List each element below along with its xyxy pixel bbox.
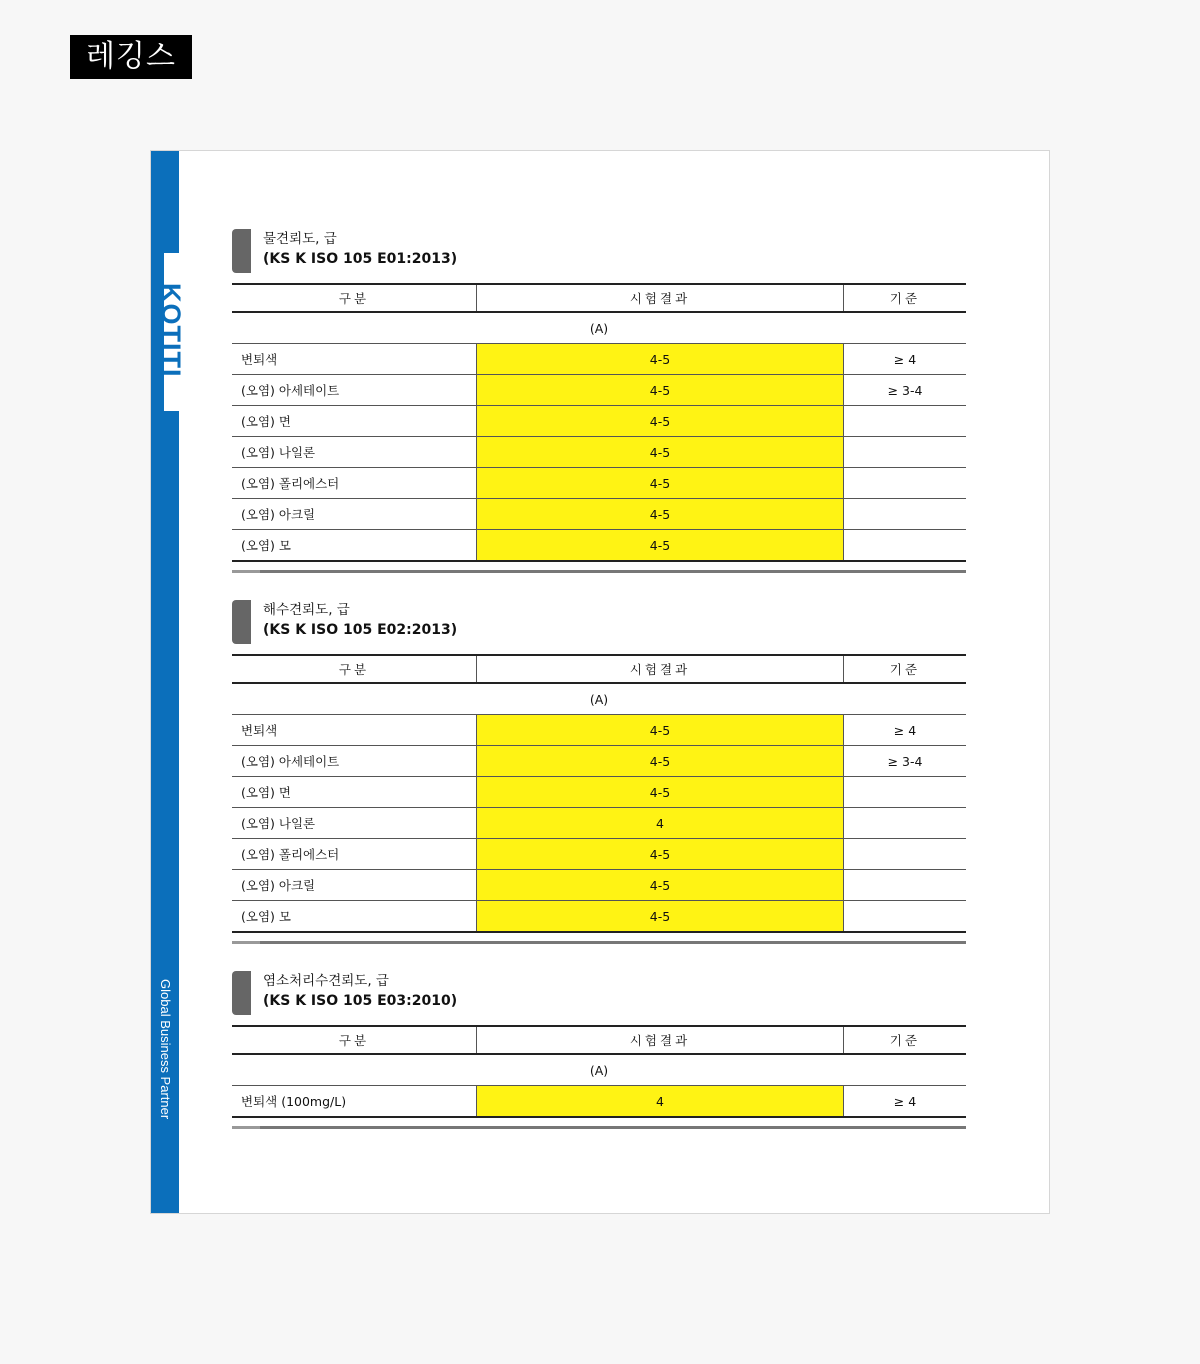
row-criterion xyxy=(844,870,967,901)
table-row xyxy=(232,777,966,808)
table-row xyxy=(232,746,966,777)
row-value: 4-5 xyxy=(477,375,844,406)
row-criterion xyxy=(844,406,967,437)
header-result: 시험결과 xyxy=(477,655,844,683)
section-divider xyxy=(232,1126,966,1129)
row-label: (오염) 아세테이트 xyxy=(232,746,477,777)
header-criterion: 기준 xyxy=(844,1026,967,1054)
row-label: (오염) 모 xyxy=(232,530,477,562)
section-divider xyxy=(232,941,966,944)
table-row xyxy=(232,715,966,746)
section-standard: (KS K ISO 105 E02:2013) xyxy=(263,622,458,638)
row-criterion: ≥ 3-4 xyxy=(844,375,967,406)
kotiti-logo: KOTITI xyxy=(156,283,186,378)
row-label: 변퇴색 xyxy=(232,715,477,746)
row-label: 변퇴색 xyxy=(232,344,477,375)
row-value: 4-5 xyxy=(477,746,844,777)
row-value: 4-5 xyxy=(477,777,844,808)
row-value: 4-5 xyxy=(477,344,844,375)
section-divider xyxy=(232,570,966,573)
row-criterion xyxy=(844,468,967,499)
section-title: 해수견뢰도, 급 xyxy=(263,602,350,618)
row-value: 4-5 xyxy=(477,468,844,499)
section-marker xyxy=(232,229,251,273)
row-value: 4-5 xyxy=(477,839,844,870)
row-value: 4-5 xyxy=(477,901,844,933)
header-result: 시험결과 xyxy=(477,284,844,312)
row-label: (오염) 아크릴 xyxy=(232,499,477,530)
row-label: (오염) 모 xyxy=(232,901,477,933)
table-row xyxy=(232,375,966,406)
row-criterion: ≥ 4 xyxy=(844,715,967,746)
row-criterion xyxy=(844,777,967,808)
table-row xyxy=(232,870,966,901)
brand-tagline: Global Business Partner xyxy=(158,979,173,1120)
table-row xyxy=(232,437,966,468)
section-water-fastness xyxy=(232,229,966,573)
results-table xyxy=(232,1025,966,1118)
section-chlorinated-water-fastness xyxy=(232,971,966,1129)
row-criterion xyxy=(844,808,967,839)
table-row xyxy=(232,406,966,437)
section-title: 물견뢰도, 급 xyxy=(263,231,337,247)
header-criterion: 기준 xyxy=(844,655,967,683)
section-title: 염소처리수견뢰도, 급 xyxy=(263,973,389,989)
row-value: 4 xyxy=(477,1086,844,1118)
section-marker xyxy=(232,600,251,644)
row-criterion xyxy=(844,530,967,562)
row-label: (오염) 나일론 xyxy=(232,437,477,468)
row-value: 4-5 xyxy=(477,715,844,746)
section-header xyxy=(232,600,966,646)
section-marker xyxy=(232,971,251,1015)
row-criterion xyxy=(844,499,967,530)
table-row xyxy=(232,468,966,499)
page-title: 레깅스 xyxy=(70,35,192,79)
table-row xyxy=(232,839,966,870)
header-criterion: 기준 xyxy=(844,284,967,312)
section-standard: (KS K ISO 105 E01:2013) xyxy=(263,251,458,267)
row-criterion xyxy=(844,437,967,468)
section-standard: (KS K ISO 105 E03:2010) xyxy=(263,993,458,1009)
sample-id: (A) xyxy=(232,312,966,344)
test-report-page xyxy=(150,150,1050,1214)
row-label: 변퇴색 (100mg/L) xyxy=(232,1086,477,1118)
row-criterion xyxy=(844,839,967,870)
row-label: (오염) 폴리에스터 xyxy=(232,839,477,870)
section-header xyxy=(232,971,966,1017)
row-label: (오염) 면 xyxy=(232,406,477,437)
results-table xyxy=(232,654,966,933)
row-label: (오염) 폴리에스터 xyxy=(232,468,477,499)
row-value: 4 xyxy=(477,808,844,839)
row-criterion: ≥ 3-4 xyxy=(844,746,967,777)
row-value: 4-5 xyxy=(477,437,844,468)
row-label: (오염) 면 xyxy=(232,777,477,808)
row-label: (오염) 아세테이트 xyxy=(232,375,477,406)
header-category: 구분 xyxy=(232,1026,477,1054)
row-criterion: ≥ 4 xyxy=(844,1086,967,1118)
row-label: (오염) 아크릴 xyxy=(232,870,477,901)
row-criterion: ≥ 4 xyxy=(844,344,967,375)
sample-id: (A) xyxy=(232,1054,966,1086)
header-category: 구분 xyxy=(232,284,477,312)
results-table xyxy=(232,283,966,562)
row-value: 4-5 xyxy=(477,530,844,562)
table-row xyxy=(232,901,966,933)
table-row xyxy=(232,344,966,375)
row-value: 4-5 xyxy=(477,406,844,437)
section-header xyxy=(232,229,966,275)
sample-id: (A) xyxy=(232,683,966,715)
row-criterion xyxy=(844,901,967,933)
section-seawater-fastness xyxy=(232,600,966,944)
row-value: 4-5 xyxy=(477,870,844,901)
table-row xyxy=(232,808,966,839)
row-label: (오염) 나일론 xyxy=(232,808,477,839)
table-row xyxy=(232,530,966,562)
table-row xyxy=(232,499,966,530)
row-value: 4-5 xyxy=(477,499,844,530)
header-category: 구분 xyxy=(232,655,477,683)
table-row xyxy=(232,1086,966,1118)
header-result: 시험결과 xyxy=(477,1026,844,1054)
